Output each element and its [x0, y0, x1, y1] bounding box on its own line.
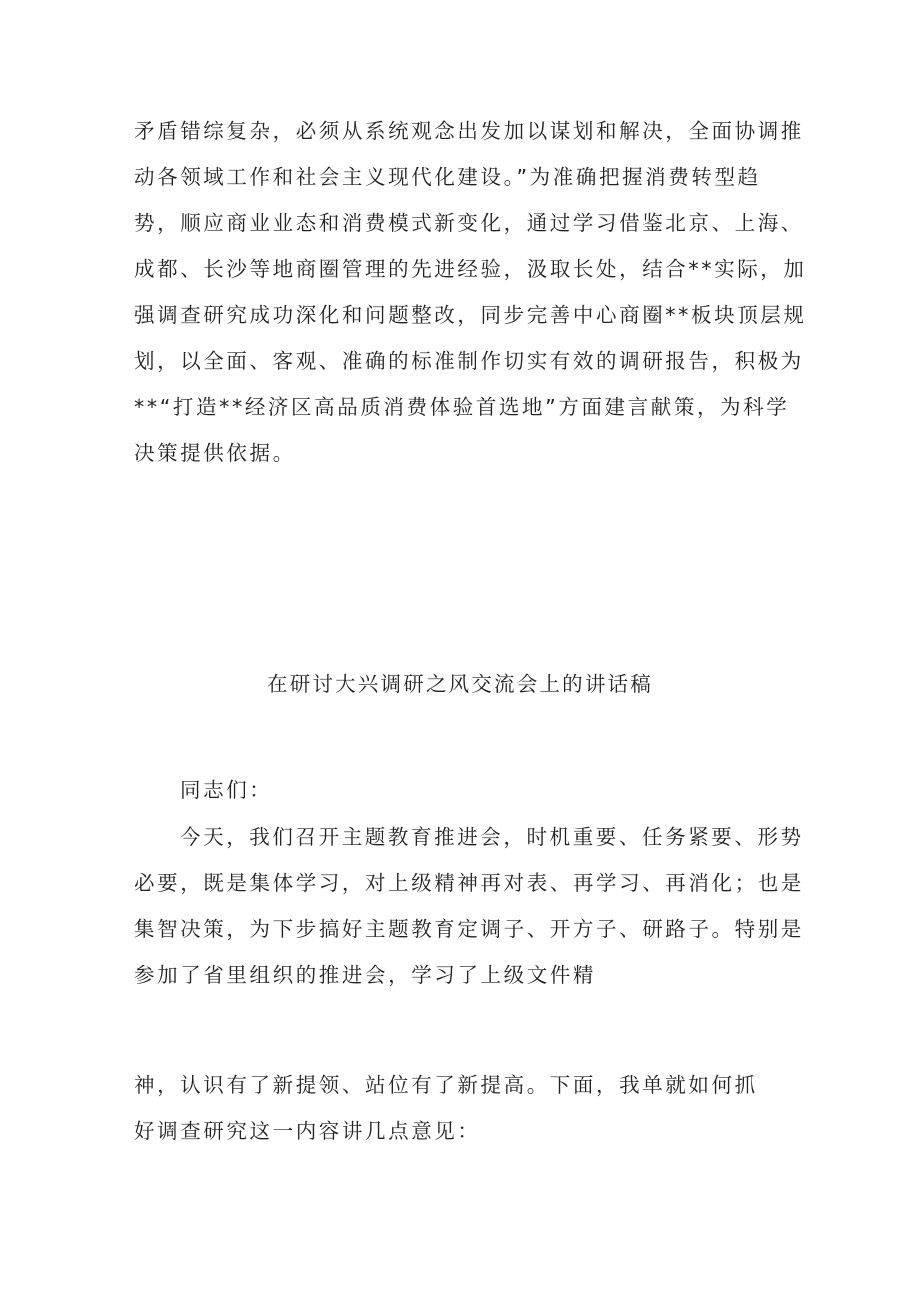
- speech-title: 在研讨大兴调研之风交流会上的讲话稿: [267, 672, 653, 696]
- text-line: 矛盾错综复杂，必须从系统观念出发加以谋划和解决，全面协调推: [134, 119, 804, 143]
- text-line: 好调查研究这一内容讲几点意见：: [134, 1119, 481, 1143]
- text-line: **“打造**经济区高品质消费体验首选地”方面建言献策，为科学: [134, 395, 790, 419]
- text-line: 强调查研究成功深化和问题整改，同步完善中心商圈**板块顶层规: [134, 303, 807, 327]
- text-line: 动各领域工作和社会主义现代化建设。”为准确把握消费转型趋: [134, 165, 761, 189]
- text-line: 今天，我们召开主题教育推进会，时机重要、任务紧要、形势: [180, 825, 804, 849]
- text-line: 势，顺应商业业态和消费模式新变化，通过学习借鉴北京、上海、: [134, 211, 804, 235]
- text-line: 必要，既是集体学习，对上级精神再对表、再学习、再消化；也是: [134, 871, 804, 895]
- salutation: 同志们：: [180, 778, 273, 802]
- text-line: 参加了省里组织的推进会，学习了上级文件精: [134, 963, 596, 987]
- text-line: 集智决策，为下步搞好主题教育定调子、开方子、研路子。特别是: [134, 917, 804, 941]
- text-line: 神，认识有了新提领、站位有了新提高。下面，我单就如何抓: [134, 1073, 758, 1097]
- text-line: 划，以全面、客观、准确的标准制作切实有效的调研报告，积极为: [134, 349, 804, 373]
- text-line: 成都、长沙等地商圈管理的先进经验，汲取长处，结合**实际，加: [134, 257, 807, 281]
- text-line: 决策提供依据。: [134, 441, 296, 465]
